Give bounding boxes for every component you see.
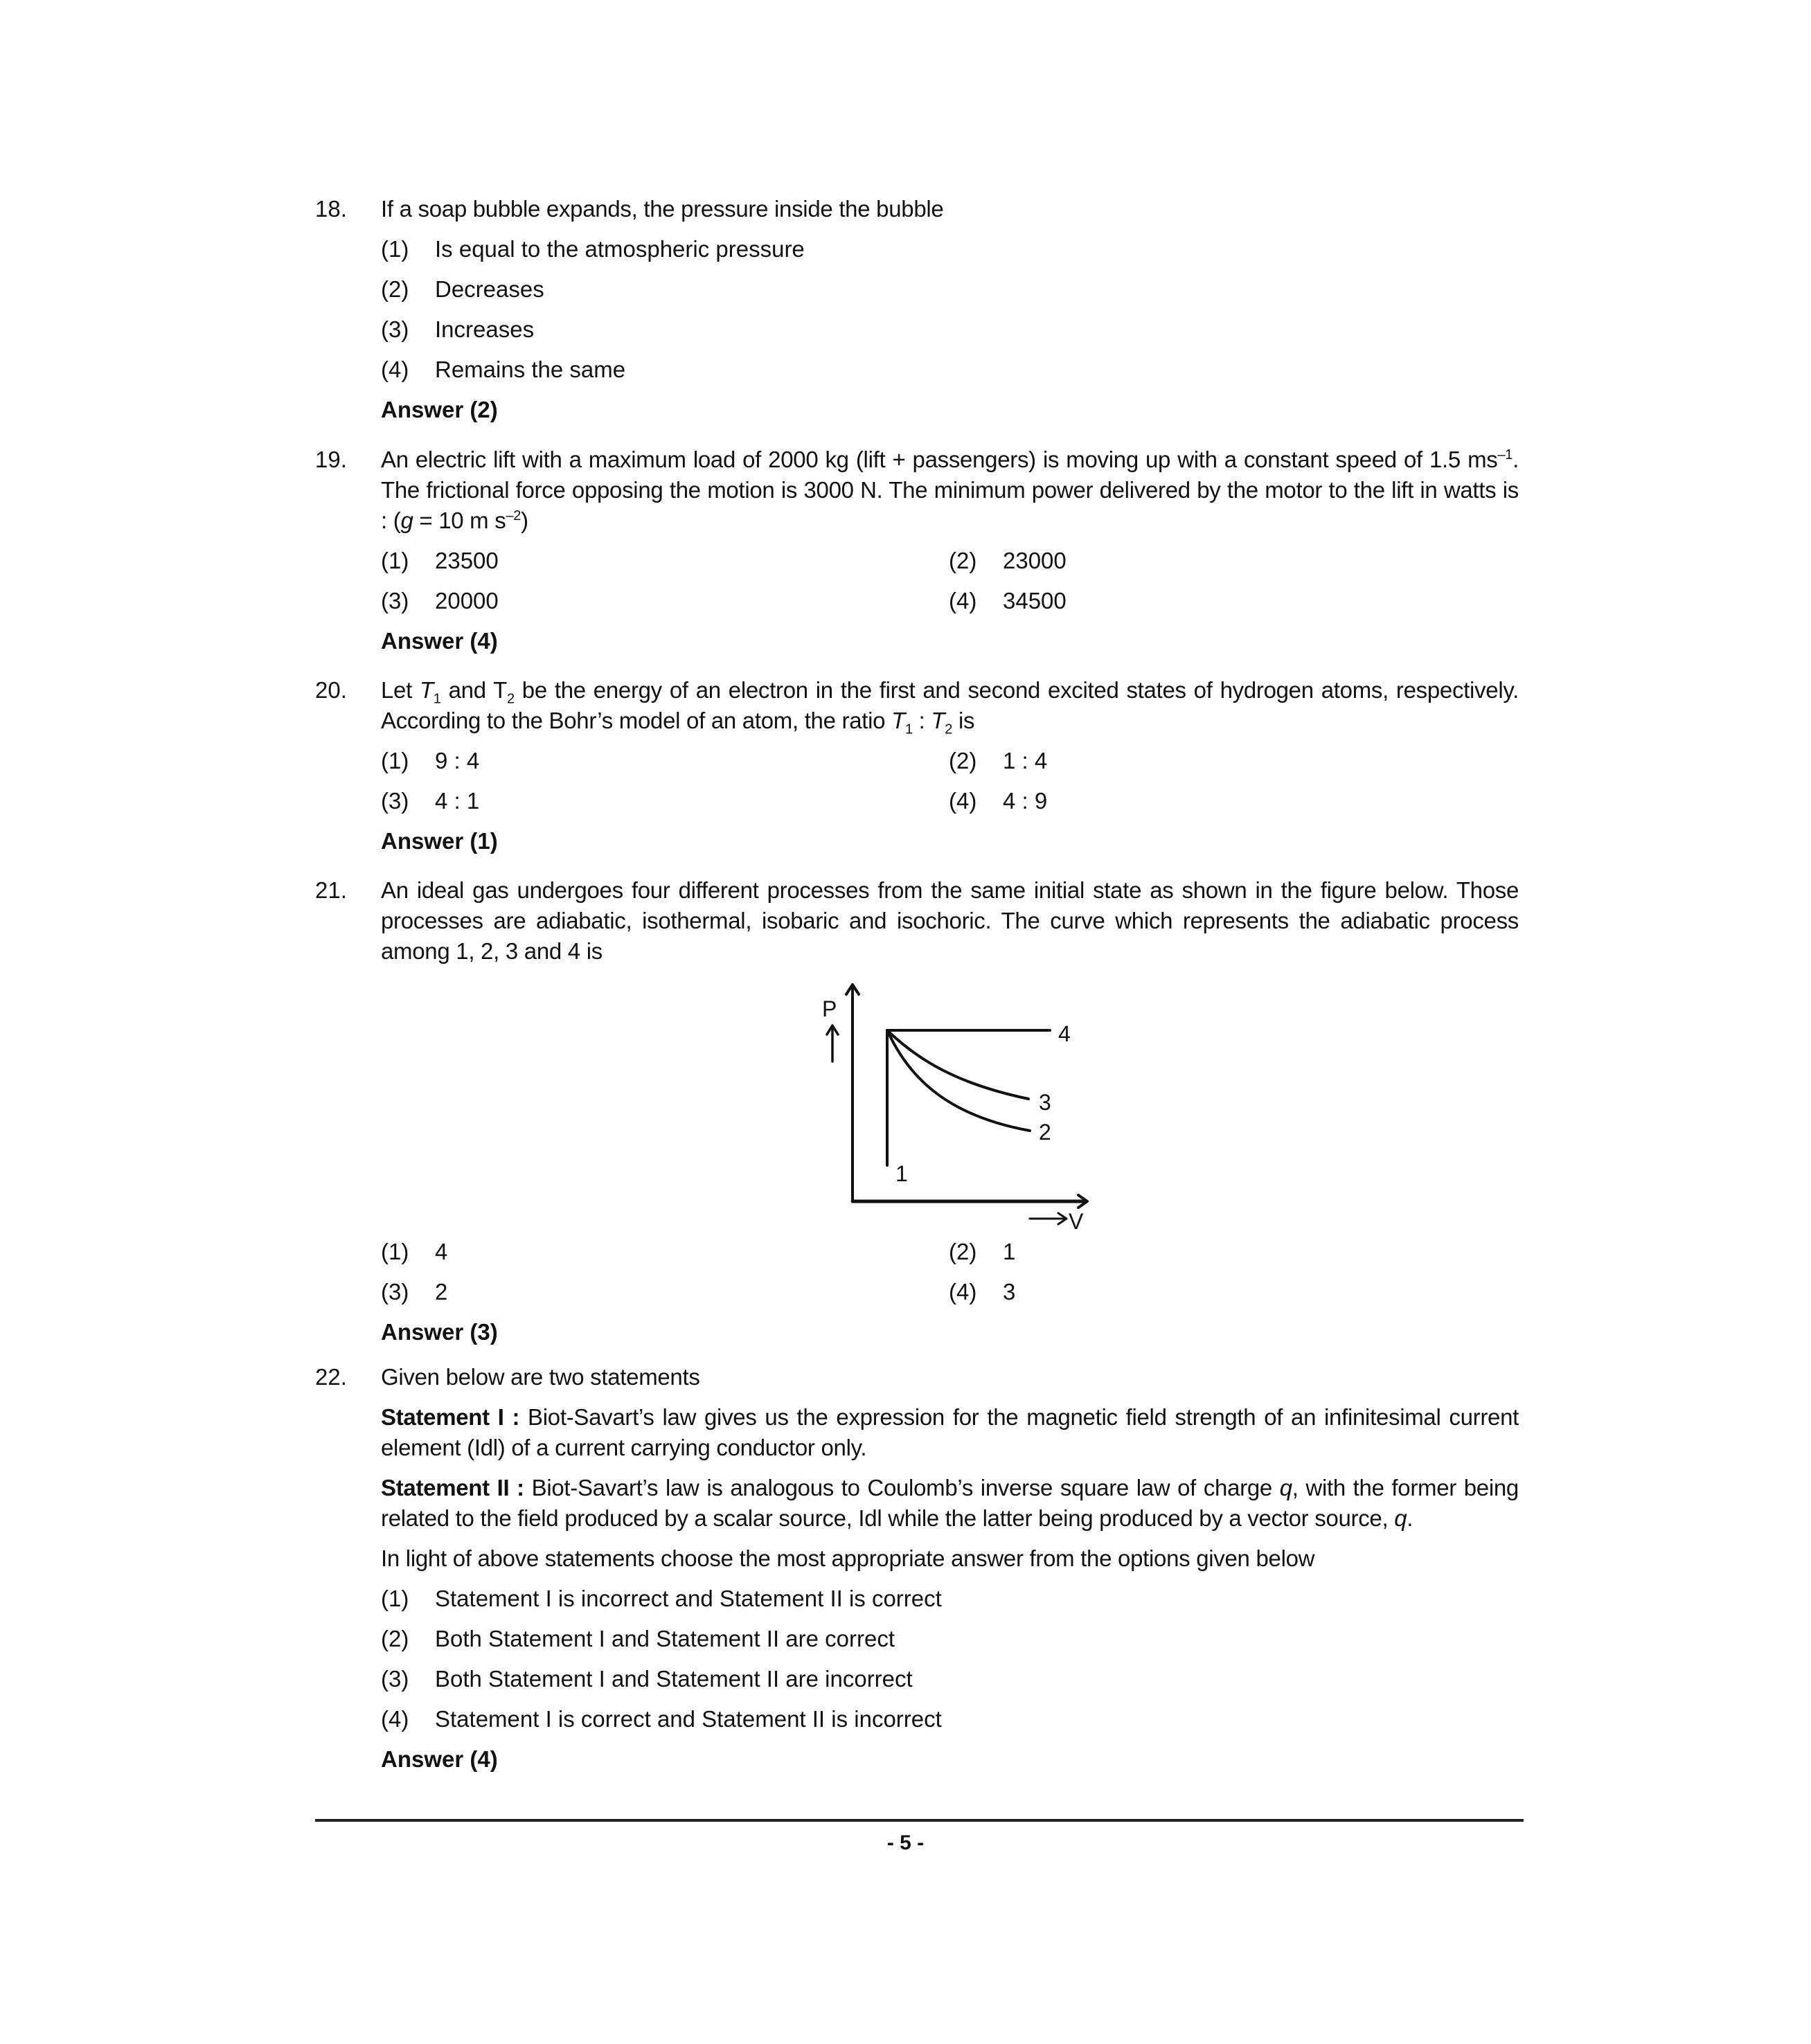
option-label: (1) xyxy=(381,748,409,773)
statement-1 xyxy=(381,1402,1519,1463)
text-part: be the energy of an electron in the first and second excited states of hydrogen atoms, respectively. According to the Bohr’s model of an atom, the ratio xyxy=(381,677,1519,733)
question-number: 18. xyxy=(315,196,347,222)
option-text: 4 xyxy=(435,1239,448,1264)
option-label: (3) xyxy=(381,1279,409,1305)
curve-label-4: 4 xyxy=(1058,1021,1071,1046)
text-part: : xyxy=(912,708,931,733)
option-2 xyxy=(381,1624,895,1654)
option-text: 23500 xyxy=(435,548,499,573)
text-part: is xyxy=(952,708,975,733)
option-text: Both Statement I and Statement II are incorrect xyxy=(435,1666,913,1692)
symbol-g: g xyxy=(400,508,413,533)
option-1 xyxy=(381,1237,447,1267)
option-label: (1) xyxy=(381,1586,409,1611)
statement-2-label: Statement II : xyxy=(381,1475,524,1500)
option-4 xyxy=(381,355,625,385)
option-3 xyxy=(381,586,499,616)
subscript: 2 xyxy=(945,721,953,737)
option-4 xyxy=(381,1704,942,1734)
option-label: (4) xyxy=(949,1279,977,1305)
option-4 xyxy=(949,786,1047,816)
question-text: Given below are two statements xyxy=(381,1364,700,1390)
pv-diagram xyxy=(796,962,1108,1239)
statement-1-label: Statement I : xyxy=(381,1404,520,1430)
statement-2 xyxy=(381,1473,1519,1534)
statement-1-text: Biot-Savart’s law gives us the expression for the magnetic field strength of an infinitesimal current element (Idl) of a current carrying conductor only. xyxy=(381,1404,1519,1460)
option-2 xyxy=(949,1237,1015,1267)
y-axis-label: P xyxy=(822,996,837,1021)
text-part: Biot-Savart’s law is analogous to Coulomb’s inverse square law of charge xyxy=(524,1475,1280,1500)
symbol-t1: T xyxy=(419,677,434,703)
superscript: –1 xyxy=(1497,447,1513,463)
option-text: Statement I is correct and Statement II is incorrect xyxy=(435,1706,942,1732)
text-part: An electric lift with a maximum load of 2000 kg (lift + passengers) is moving up with a constant speed of 1.5 ms xyxy=(381,447,1498,472)
option-label: (3) xyxy=(381,788,409,814)
curve-label-3: 3 xyxy=(1039,1090,1051,1115)
answer: Answer (4) xyxy=(381,628,498,654)
text-part: and T xyxy=(440,677,507,703)
option-3 xyxy=(381,1664,913,1694)
option-label: (1) xyxy=(381,548,409,573)
option-3 xyxy=(381,786,479,816)
symbol-t1: T xyxy=(891,708,905,733)
question-text: If a soap bubble expands, the pressure inside the bubble xyxy=(381,196,944,222)
question-text xyxy=(381,445,1519,536)
symbol-q: q xyxy=(1394,1505,1407,1531)
option-text: 1 xyxy=(1003,1239,1016,1264)
pv-diagram-svg xyxy=(796,962,1108,1239)
option-text: Both Statement I and Statement II are correct xyxy=(435,1626,895,1651)
option-text: 3 xyxy=(1003,1279,1016,1305)
option-label: (2) xyxy=(949,1239,977,1264)
question-number: 22. xyxy=(315,1364,347,1390)
option-label: (1) xyxy=(381,236,409,262)
option-text: 20000 xyxy=(435,588,499,613)
footer-divider xyxy=(315,1819,1524,1822)
superscript: –2 xyxy=(506,508,521,523)
text-part: ) xyxy=(521,508,528,533)
curve-label-2: 2 xyxy=(1039,1120,1051,1145)
option-text: 34500 xyxy=(1003,588,1067,613)
x-axis-label: V xyxy=(1069,1209,1084,1234)
page-number: - 5 - xyxy=(886,1831,925,1854)
option-text: 4 : 9 xyxy=(1003,788,1048,814)
subscript: 2 xyxy=(506,691,515,707)
option-text: 2 xyxy=(435,1279,448,1305)
option-1 xyxy=(381,546,499,576)
option-label: (3) xyxy=(381,1666,409,1692)
option-label: (1) xyxy=(381,1239,409,1264)
option-label: (4) xyxy=(381,1706,409,1732)
option-text: Decreases xyxy=(435,276,544,302)
option-2 xyxy=(949,546,1067,576)
question-text: An ideal gas undergoes four different processes from the same initial state as shown in the figure below. Those processes are adiabatic, isothermal, isobaric and isochoric. The curve which represents the adiabatic process among 1, 2, 3 and 4 is xyxy=(381,877,1519,964)
option-label: (2) xyxy=(949,548,977,573)
question-number: 20. xyxy=(315,677,347,703)
option-text: 23000 xyxy=(1003,548,1067,573)
answer: Answer (1) xyxy=(381,828,498,854)
option-label: (2) xyxy=(949,748,977,773)
answer: Answer (4) xyxy=(381,1746,498,1772)
question-text xyxy=(381,675,1519,736)
question-number: 21. xyxy=(315,877,347,903)
option-2 xyxy=(381,274,544,305)
option-label: (2) xyxy=(381,276,409,302)
option-1 xyxy=(381,1584,942,1614)
text-part: Let xyxy=(381,677,420,703)
subscript: 1 xyxy=(433,691,441,707)
option-1 xyxy=(381,746,479,776)
option-text: 9 : 4 xyxy=(435,748,480,773)
curve-label-1: 1 xyxy=(895,1161,908,1186)
symbol-t2: T xyxy=(931,708,945,733)
text-part: , with the former being related to the field produced by a scalar source, Idl while the latter being produced by a vector source, xyxy=(381,1475,1519,1531)
text-part: . The frictional force opposing the motion is 3000 N. The minimum power delivered by the motor to the lift in watts is : ( xyxy=(381,447,1519,533)
question-prompt: In light of above statements choose the most appropriate answer from the options given below xyxy=(381,1545,1315,1571)
option-4 xyxy=(949,1277,1015,1307)
option-text: Is equal to the atmospheric pressure xyxy=(435,236,805,262)
option-3 xyxy=(381,314,534,345)
subscript: 1 xyxy=(904,721,913,737)
option-2 xyxy=(949,746,1047,776)
text-part: . xyxy=(1407,1505,1413,1531)
option-label: (3) xyxy=(381,588,409,613)
text-part: = 10 m s xyxy=(413,508,506,533)
question-number: 19. xyxy=(315,447,347,472)
curve-2-adiabatic xyxy=(887,1030,1030,1131)
option-label: (4) xyxy=(381,357,409,382)
option-text: Increases xyxy=(435,316,535,342)
symbol-q: q xyxy=(1279,1475,1292,1500)
option-4 xyxy=(949,586,1067,616)
option-text: 1 : 4 xyxy=(1003,748,1048,773)
option-label: (2) xyxy=(381,1626,409,1651)
option-1 xyxy=(381,234,805,265)
option-label: (4) xyxy=(949,588,977,613)
option-text: 4 : 1 xyxy=(435,788,480,814)
option-3 xyxy=(381,1277,447,1307)
option-text: Statement I is incorrect and Statement II is correct xyxy=(435,1586,942,1611)
answer: Answer (3) xyxy=(381,1319,498,1345)
option-text: Remains the same xyxy=(435,357,626,382)
answer: Answer (2) xyxy=(381,397,498,422)
option-label: (4) xyxy=(949,788,977,814)
option-label: (3) xyxy=(381,316,409,342)
